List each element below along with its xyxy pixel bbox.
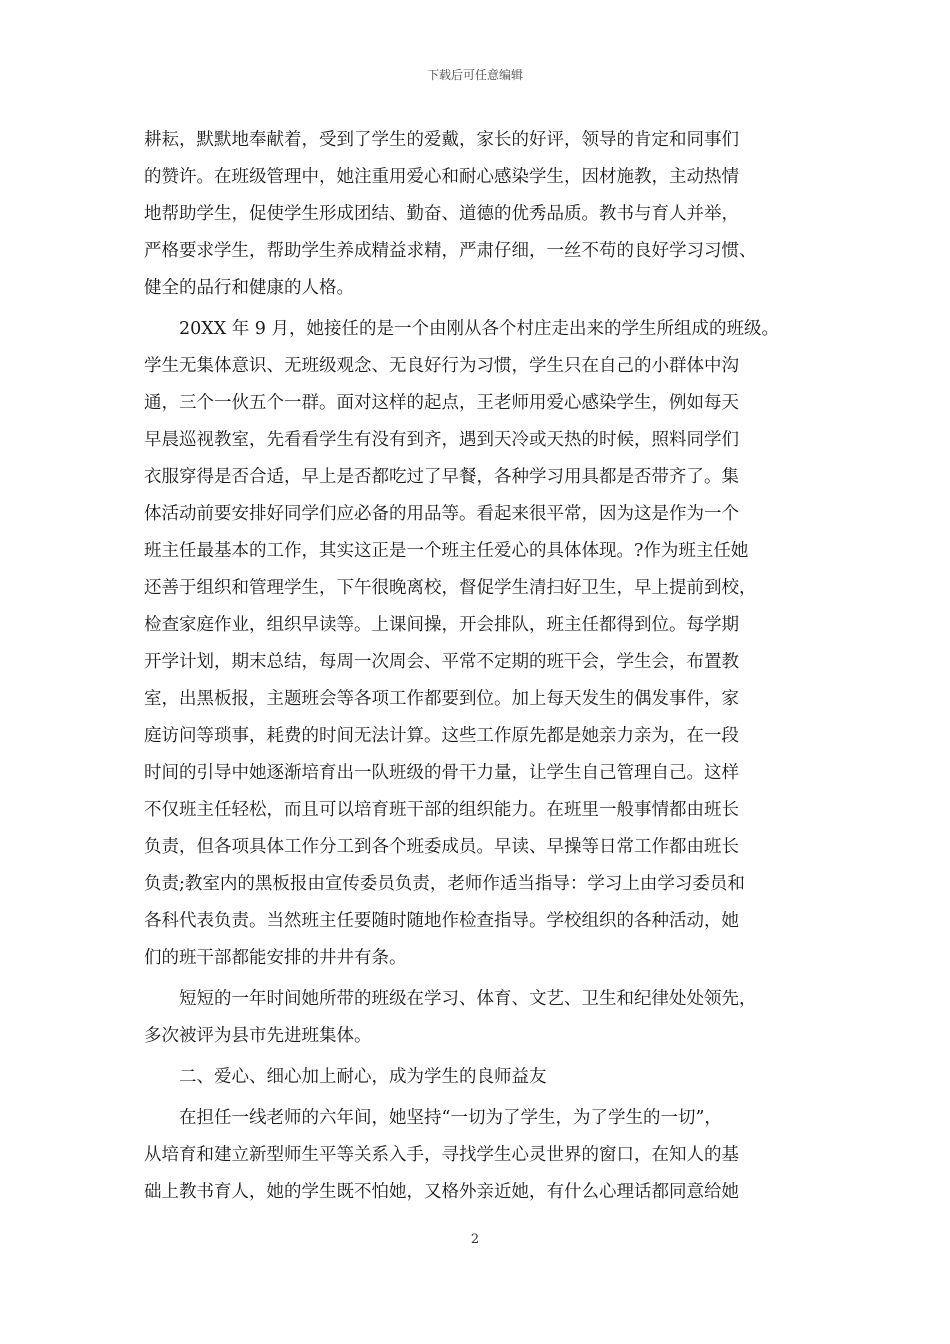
text-line: 检查家庭作业，组织早读等。上课间操，开会排队，班主任都得到位。每学期 — [144, 615, 739, 635]
text-line: 时间的引导中她逐渐培育出一队班级的骨干力量，让学生自己管理自己。这样 — [144, 763, 739, 783]
text-line: 早晨巡视教室，先看看学生有没有到齐，遇到天冷或天热的时候，照料同学们 — [144, 430, 739, 450]
text-line: 体活动前要安排好同学们应必备的用品等。看起来很平常，因为这是作为一个 — [144, 504, 739, 524]
text-line: 耕耘，默默地奉献着，受到了学生的爱戴，家长的好评，领导的肯定和同事们 — [144, 130, 739, 150]
text-line: 20XX 年 9 月，她接任的是一个由刚从各个村庄走出来的学生所组成的班级。 — [144, 319, 780, 339]
text-line: 地帮助学生，促使学生形成团结、勤奋、道德的优秀品质。教书与育人并举， — [144, 204, 739, 224]
text-line: 学生无集体意识、无班级观念、无良好行为习惯，学生只在自己的小群体中沟 — [144, 356, 739, 376]
document-body — [144, 122, 824, 1211]
text-line: 的赞许。在班级管理中，她注重用爱心和耐心感染学生，因材施教，主动热情 — [144, 167, 739, 187]
text-line: 严格要求学生，帮助学生养成精益求精，严肃仔细，一丝不苟的良好学习习惯、 — [144, 241, 757, 261]
text-line: 从培育和建立新型师生平等关系入手，寻找学生心灵世界的窗口，在知人的基 — [144, 1145, 739, 1165]
page-number: 2 — [470, 1232, 480, 1247]
text-line: 负责，但各项具体工作分工到各个班委成员。早读、早操等日常工作都由班长 — [144, 837, 739, 857]
text-line: 各科代表负责。当然班主任要随时随地作检查指导。学校组织的各种活动，她 — [144, 911, 739, 931]
text-line: 们的班干部都能安排的井井有条。 — [144, 948, 407, 968]
text-line: 班主任最基本的工作，其实这正是一个班主任爱心的具体体现。?作为班主任她 — [144, 541, 749, 561]
text-line: 短短的一年时间她所带的班级在学习、体育、文艺、卫生和纪律处处领先， — [144, 989, 757, 1009]
text-line: 础上教书育人，她的学生既不怕她，又格外亲近她，有什么心理话都同意给她 — [144, 1182, 739, 1202]
text-line: 衣服穿得是否合适，早上是否都吃过了早餐，各种学习用具都是否带齐了。集 — [144, 467, 739, 487]
text-line: 多次被评为县市先进班集体。 — [144, 1026, 372, 1046]
text-line: 在担任一线老师的六年间，她坚持“一切为了学生，为了学生的一切”， — [144, 1108, 722, 1128]
text-line: 健全的品行和健康的人格。 — [144, 278, 354, 298]
text-line: 室，出黑板报，主题班会等各项工作都要到位。加上每天发生的偶发事件，家 — [144, 689, 739, 709]
text-line: 庭访问等琐事，耗费的时间无法计算。这些工作原先都是她亲力亲为，在一段 — [144, 726, 739, 746]
text-line: 通，三个一伙五个一群。面对这样的起点，王老师用爱心感染学生，例如每天 — [144, 393, 739, 413]
text-line: 不仅班主任轻松，而且可以培育班干部的组织能力。在班里一般事情都由班长 — [144, 800, 739, 820]
text-line: 还善于组织和管理学生，下午很晚离校，督促学生清扫好卫生，早上提前到校， — [144, 578, 757, 598]
text-line: 开学计划，期末总结，每周一次周会、平常不定期的班干会，学生会，布置教 — [144, 652, 739, 672]
section-heading: 二、爱心、细心加上耐心，成为学生的良师益友 — [144, 1067, 547, 1087]
page-header-note: 下载后可任意编辑 — [426, 68, 523, 82]
text-line: 负责;教室内的黑板报由宣传委员负责，老师作适当指导：学习上由学习委员和 — [144, 874, 745, 894]
